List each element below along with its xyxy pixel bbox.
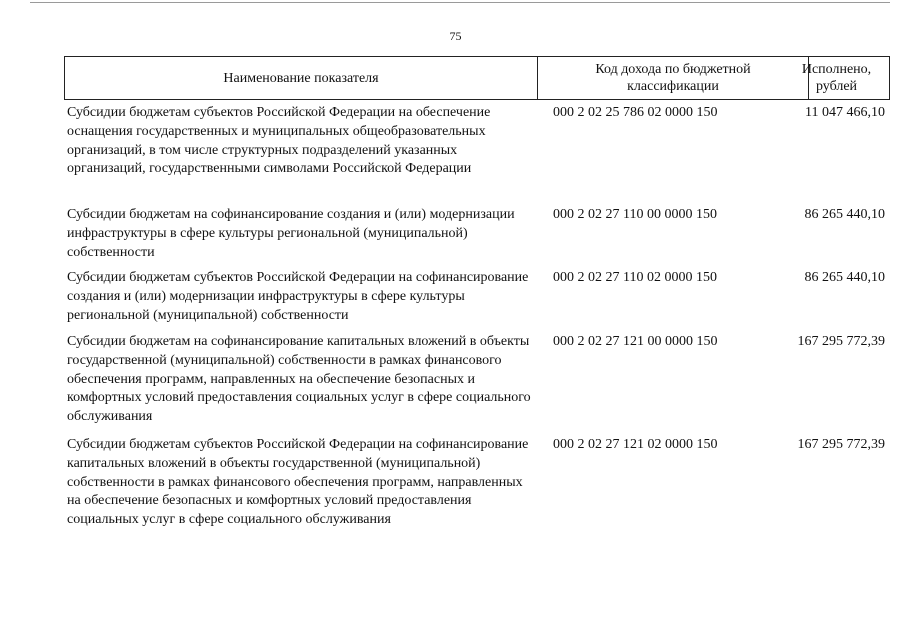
row-name: Субсидии бюджетам на софинансирование создания и (или) модернизации инфраструктуры в сфере культуры региональной (муниципальной) собственности xyxy=(67,207,515,260)
row-amount: 86 265 440,10 xyxy=(804,207,885,222)
table-header xyxy=(64,56,890,100)
page-top-edge xyxy=(30,2,890,3)
row-code: 000 2 02 25 786 02 0000 150 xyxy=(553,105,718,120)
row-name: Субсидии бюджетам субъектов Российской Федерации на софинансирование капитальных вложений в объекты государственной (муниципальной) собственности в рамках финансового обеспечения программ, направленных на обеспечение безопасных и комфортных условий предоставления социальных услуг в сфере социального обслуживания xyxy=(67,437,529,528)
header-name: Наименование показателя xyxy=(223,70,379,86)
row-amount: 86 265 440,10 xyxy=(804,270,885,285)
row-code: 000 2 02 27 110 00 0000 150 xyxy=(553,207,717,222)
header-amount: Исполнено, рублей xyxy=(801,62,872,94)
row-name: Субсидии бюджетам субъектов Российской Федерации на софинансирование создания и (или) модернизации инфраструктуры в сфере культуры региональной (муниципальной) собственности xyxy=(67,270,529,323)
header-code-cell xyxy=(538,57,808,99)
page-number: 75 xyxy=(449,29,462,43)
header-code: Код дохода по бюджетной классификации xyxy=(595,62,751,94)
row-code: 000 2 02 27 121 02 0000 150 xyxy=(553,437,718,452)
row-code: 000 2 02 27 121 00 0000 150 xyxy=(553,334,718,349)
header-name-cell xyxy=(65,57,537,99)
row-name: Субсидии бюджетам на софинансирование капитальных вложений в объекты государственной (муниципальной) собственности в рамках финансового обеспечения программ, направленных на обеспечение безопасных и комфортных условий предоставления социальных услуг в сфере социального обслуживания xyxy=(67,334,531,425)
row-amount: 167 295 772,39 xyxy=(797,334,885,349)
row-amount: 167 295 772,39 xyxy=(797,437,885,452)
row-code: 000 2 02 27 110 02 0000 150 xyxy=(553,270,717,285)
row-name: Субсидии бюджетам субъектов Российской Федерации на обеспечение оснащения государственных и муниципальных общеобразовательных организаций, в том числе структурных подразделений указанных организаций, государственными символами Российской Федерации xyxy=(67,105,491,177)
row-amount: 11 047 466,10 xyxy=(805,105,885,120)
header-amount-cell xyxy=(801,57,889,99)
